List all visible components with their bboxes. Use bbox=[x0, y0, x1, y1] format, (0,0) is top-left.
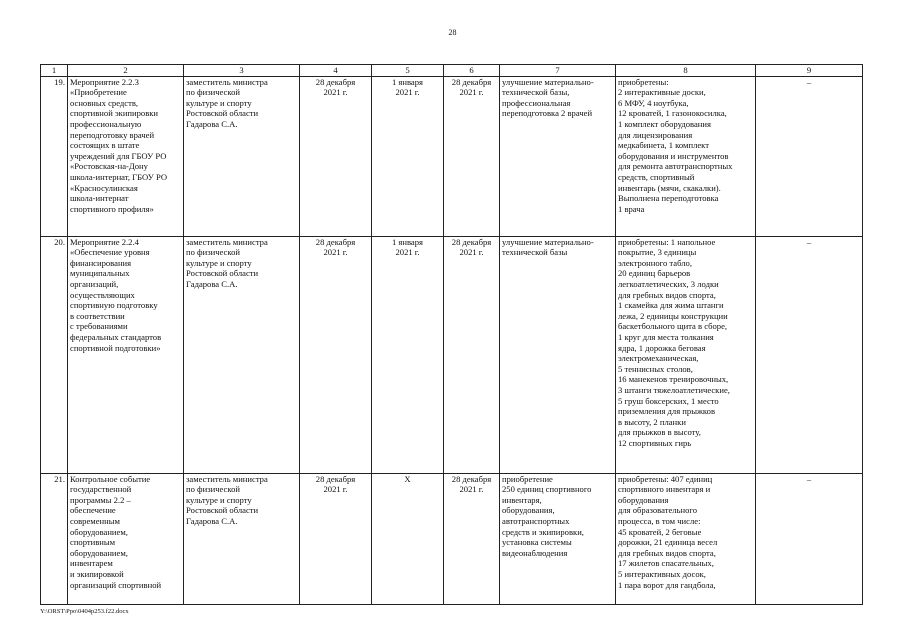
events-table bbox=[40, 64, 863, 605]
responsible-cell bbox=[184, 236, 300, 473]
note-cell bbox=[756, 236, 863, 473]
start-plan-text: 28 декабря 2021 г. bbox=[315, 236, 356, 258]
actual-cell bbox=[616, 473, 756, 604]
note-text: – bbox=[806, 236, 812, 247]
end-date-cell bbox=[444, 76, 500, 236]
actual-text: приобретены: 2 интерактивные доски, 6 МФУ, 4 ноутбука, 12 кроватей, 1 газонокосилка, 1 комплект оборудования для лицензирования медкабинета, 1 комплект оборудования и инструментов для ремонта автотранспортных средств, спортивный инвентарь (мячи, скакалки). Выполнена переподготовка 1 врача bbox=[618, 76, 733, 214]
column-header: 4 bbox=[300, 65, 372, 77]
event-text: Контрольное событие государственной программы 2.2 – обеспечение современным оборудованием, спортивным оборудованием, инвентарем и экипировкой организаций спортивной bbox=[70, 473, 162, 590]
column-header: 2 bbox=[68, 65, 184, 77]
column-header: 8 bbox=[616, 65, 756, 77]
page-number: 28 bbox=[448, 28, 457, 37]
event-cell bbox=[68, 76, 184, 236]
start-plan-text: 28 декабря 2021 г. bbox=[315, 76, 356, 98]
responsible-text: заместитель министра по физической культуре и спорту Ростовской области Гадарова С.А. bbox=[186, 473, 268, 526]
result-cell bbox=[500, 76, 616, 236]
end-date-text: 28 декабря 2021 г. bbox=[451, 473, 492, 495]
column-header: 3 bbox=[184, 65, 300, 77]
responsible-cell bbox=[184, 76, 300, 236]
note-text: – bbox=[806, 76, 812, 87]
row-number bbox=[41, 473, 68, 604]
start-fact-text: 1 января 2021 г. bbox=[391, 76, 423, 98]
responsible-cell bbox=[184, 473, 300, 604]
row-number-text: 21. bbox=[54, 473, 65, 484]
table-row bbox=[41, 473, 863, 604]
column-header: 1 bbox=[41, 65, 68, 77]
event-text: Мероприятие 2.2.3 «Приобретение основных средств, спортивной экипировки профессиональную переподготовку врачей состоящих в штате учреждений для ГБОУ РО «Ростовская-на-Дону школа-интернат, ГБОУ РО «Красносулинская школа-интернат спортивного профиля» bbox=[70, 76, 168, 214]
end-date-cell bbox=[444, 473, 500, 604]
start-plan-cell bbox=[300, 76, 372, 236]
result-text: улучшение материально- технической базы bbox=[502, 236, 594, 258]
column-number-row bbox=[41, 65, 863, 77]
event-cell bbox=[68, 473, 184, 604]
end-date-text: 28 декабря 2021 г. bbox=[451, 236, 492, 258]
start-fact-text: X bbox=[404, 473, 411, 484]
column-header: 9 bbox=[756, 65, 863, 77]
table-row bbox=[41, 236, 863, 473]
result-text: приобретение 250 единиц спортивного инвентаря, оборудования, автотранспортных средств и экипировки, установка системы видеонаблюдения bbox=[502, 473, 592, 558]
start-plan-text: 28 декабря 2021 г. bbox=[315, 473, 356, 495]
note-cell bbox=[756, 473, 863, 604]
end-date-text: 28 декабря 2021 г. bbox=[451, 76, 492, 98]
row-number bbox=[41, 76, 68, 236]
column-header: 6 bbox=[444, 65, 500, 77]
event-text: Мероприятие 2.2.4 «Обеспечение уровня финансирования муниципальных организаций, осуществляющих спортивную подготовку в соответствии с требованиями федеральных стандартов спортивной подготовки» bbox=[70, 236, 162, 353]
actual-cell bbox=[616, 76, 756, 236]
start-fact-cell bbox=[372, 473, 444, 604]
result-text: улучшение материально- технической базы, профессиональная переподготовка 2 врачей bbox=[502, 76, 594, 119]
row-number bbox=[41, 236, 68, 473]
start-plan-cell bbox=[300, 236, 372, 473]
result-cell bbox=[500, 473, 616, 604]
table-row bbox=[41, 76, 863, 236]
note-text: – bbox=[806, 473, 812, 484]
start-fact-cell bbox=[372, 236, 444, 473]
start-plan-cell bbox=[300, 473, 372, 604]
event-cell bbox=[68, 236, 184, 473]
actual-cell bbox=[616, 236, 756, 473]
end-date-cell bbox=[444, 236, 500, 473]
result-cell bbox=[500, 236, 616, 473]
file-path-footer: Y:\ORST\Ppo\0404p253.f22.docx bbox=[40, 608, 129, 615]
actual-text: приобретены: 407 единиц спортивного инвентаря и оборудования для образовательного процесса, в том числе: 45 кроватей, 2 беговые дорожки, 21 единица весел для гребных видов спорта, 17 жилетов спасательных, 5 интерактивных досок, 1 пара ворот для гандбола, bbox=[618, 473, 718, 590]
note-cell bbox=[756, 76, 863, 236]
row-number-text: 20. bbox=[54, 236, 65, 247]
actual-text: приобретены: 1 напольное покрытие, 3 единицы электронного табло, 20 единиц барьеров легкоатлетических, 3 лодки для гребных видов спорта, 1 скамейка для жима штанги лежа, 2 единицы конструкции баскетбольного щита в сборе, 1 круг для места толкания ядра, 1 дорожка беговая электромеханическая, 5 теннисных столов, 16 манекенов тренировочных, 3 штанги тяжелоатлетические, 5 груш боксерских, 1 место приземления для прыжков в высоту, 2 планки для прыжков в высоту, 12 спортивных гирь bbox=[618, 236, 730, 448]
start-fact-cell bbox=[372, 76, 444, 236]
responsible-text: заместитель министра по физической культуре и спорту Ростовской области Гадарова С.А. bbox=[186, 76, 268, 129]
column-header: 5 bbox=[372, 65, 444, 77]
responsible-text: заместитель министра по физической культуре и спорту Ростовской области Гадарова С.А. bbox=[186, 236, 268, 289]
row-number-text: 19. bbox=[54, 76, 65, 87]
column-header: 7 bbox=[500, 65, 616, 77]
start-fact-text: 1 января 2021 г. bbox=[391, 236, 423, 258]
